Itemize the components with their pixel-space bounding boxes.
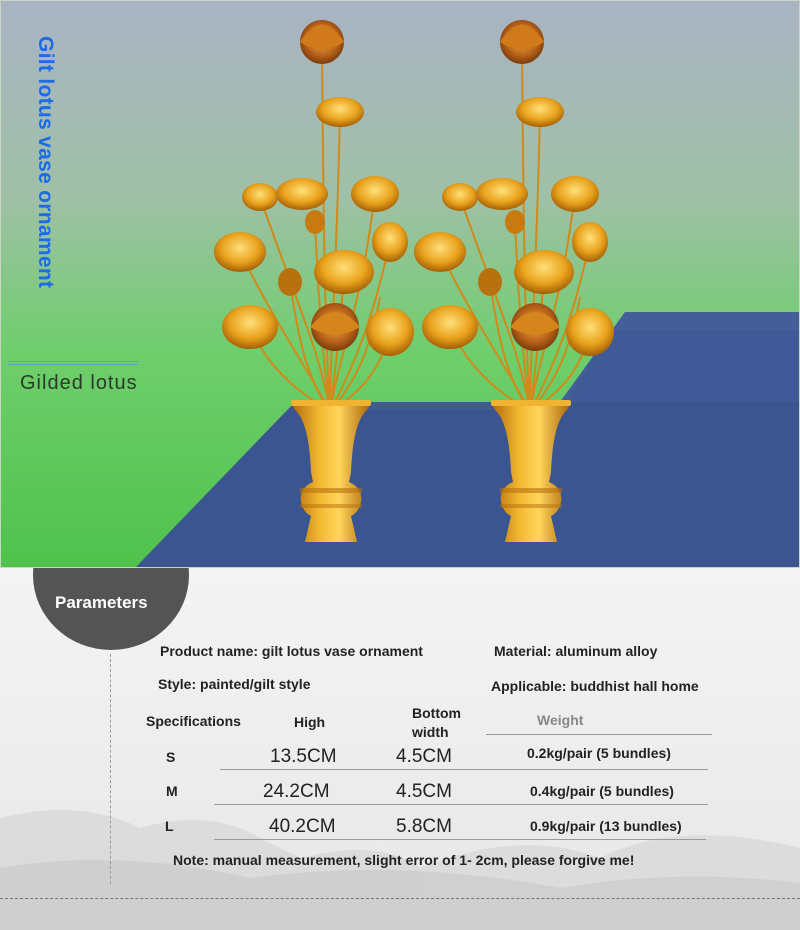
row-weight: 0.2kg/pair (5 bundles)	[527, 745, 671, 761]
row-high: 24.2CM	[263, 781, 330, 802]
header-bottom-width: Bottom width	[412, 705, 461, 740]
style: Style: painted/gilt style	[158, 676, 311, 692]
vertical-title	[27, 36, 57, 326]
header-underline	[486, 734, 712, 735]
row-high: 13.5CM	[270, 746, 337, 767]
applicable: Applicable: buddhist hall home	[491, 678, 699, 694]
subtitle-rule-top	[8, 361, 138, 362]
row-spec: L	[165, 818, 174, 834]
product-name: Product name: gilt lotus vase ornament	[160, 643, 423, 659]
parameters-heading: Parameters	[55, 593, 148, 612]
measurement-note: Note: manual measurement, slight error of 1- 2cm, please forgive me!	[173, 852, 635, 868]
vertical-title-text: Gilt lotus vase ornament	[34, 36, 57, 289]
vertical-dashed-rule	[110, 654, 111, 884]
row-width: 4.5CM	[396, 781, 452, 802]
material: Material: aluminum alloy	[494, 643, 658, 659]
row-weight: 0.4kg/pair (5 bundles)	[530, 783, 674, 799]
subtitle: Gilded lotus	[20, 372, 138, 394]
row-width: 5.8CM	[396, 816, 452, 837]
row-divider	[214, 804, 708, 805]
row-spec: M	[166, 783, 178, 799]
row-spec: S	[166, 749, 176, 765]
bottom-dashed-rule	[0, 898, 800, 899]
row-weight: 0.9kg/pair (13 bundles)	[530, 818, 682, 834]
header-weight: Weight	[537, 712, 584, 728]
header-specifications: Specifications	[146, 713, 241, 729]
row-width: 4.5CM	[396, 746, 452, 767]
row-divider	[214, 839, 706, 840]
subtitle-rule-bottom	[8, 364, 138, 365]
row-divider	[220, 769, 708, 770]
parameters-section	[0, 568, 800, 930]
row-high: 40.2CM	[269, 816, 336, 837]
header-high: High	[294, 714, 326, 730]
